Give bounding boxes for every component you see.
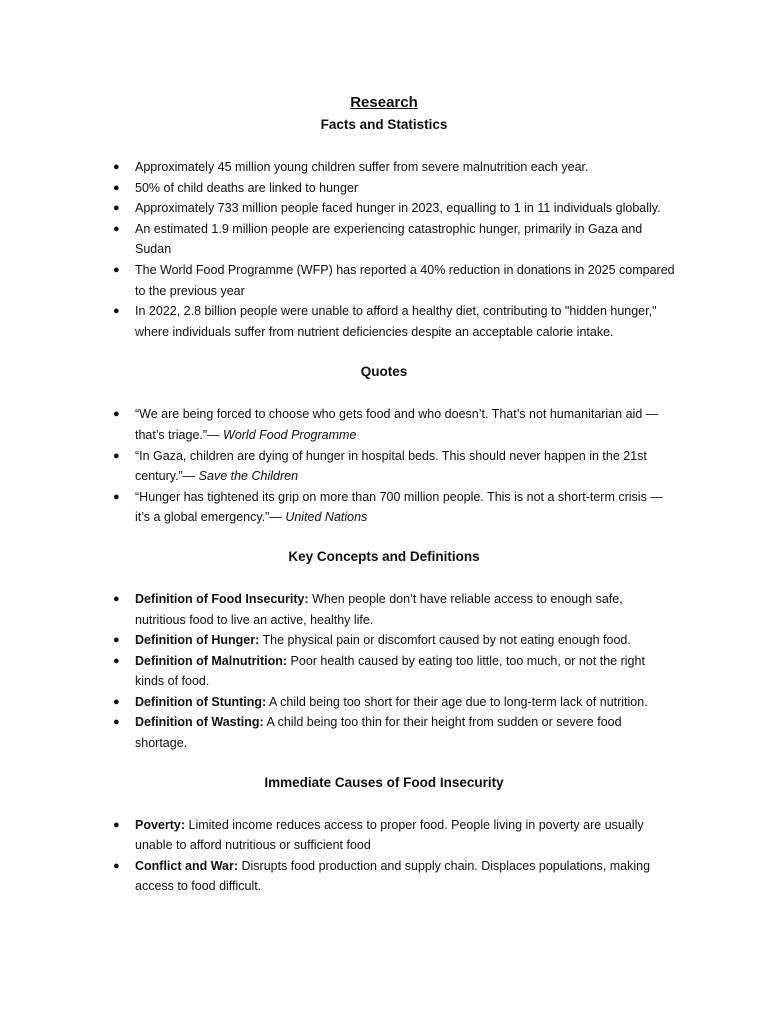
definition-text: When people don’t have reliable access to enough safe, nutritious food to live an active, healthy life. (135, 591, 623, 627)
list-item (0, 487, 768, 528)
bullet-icon: ● (113, 222, 120, 235)
quotes-list (0, 404, 768, 528)
bullet-icon: ● (113, 181, 120, 194)
list-item (0, 301, 768, 342)
definition-text: A child being too short for their age due to long-term lack of nutrition. (266, 694, 648, 709)
quotes-heading: Quotes (360, 364, 408, 380)
facts-heading: Facts and Statistics (320, 117, 448, 132)
causes-heading: Immediate Causes of Food Insecurity (264, 774, 504, 790)
facts-list (0, 157, 768, 342)
quote-text: “We are being forced to choose who gets food and who doesn’t. That’s not humanitarian aid — that’s triage.”— (135, 407, 659, 442)
fact-text: The World Food Programme (WFP) has reported a 40% reduction in donations in 2025 compared to the previous year (135, 262, 675, 298)
list-item (0, 815, 768, 856)
list-item (0, 856, 768, 897)
fact-text: In 2022, 2.8 billion people were unable to afford a healthy diet, contributing to "hidden hunger," where individuals suffer from nutrient deficiencies despite an acceptable calorie intake. (135, 304, 657, 339)
definition-term: Definition of Malnutrition: (135, 653, 288, 668)
bullet-icon: ● (113, 654, 120, 667)
list-item (0, 260, 768, 301)
quote-text: “In Gaza, children are dying of hunger in hospital beds. This should never happen in the 21st century.”— (135, 448, 647, 484)
list-item (0, 589, 768, 630)
list-item (0, 157, 768, 178)
bullet-icon: ● (113, 161, 120, 173)
quote-text: “Hunger has tightened its grip on more than 700 million people. This is not a short-term crisis — it’s a global emergency.”— (135, 489, 663, 525)
list-item (0, 178, 768, 199)
list-item (0, 404, 768, 445)
bullet-icon: ● (113, 818, 120, 831)
list-item (0, 630, 768, 651)
definition-term: Definition of Stunting: (135, 694, 267, 709)
bullet-icon: ● (113, 202, 120, 215)
page-title: Research (350, 94, 418, 111)
bullet-icon: ● (113, 859, 120, 872)
bullet-icon: ● (113, 408, 120, 421)
quote-source: World Food Programme (223, 427, 357, 442)
fact-text: An estimated 1.9 million people are experiencing catastrophic hunger, primarily in Gaza and Sudan (135, 221, 643, 257)
cause-term: Conflict and War: (135, 858, 239, 873)
bullet-icon: ● (113, 592, 120, 605)
list-item (0, 712, 768, 753)
definition-text: Poor health caused by eating too little, too much, or not the right kinds of food. (135, 653, 645, 689)
list-item (0, 198, 768, 219)
bullet-icon: ● (113, 490, 120, 503)
fact-text: Approximately 45 million young children suffer from severe malnutrition each year. (135, 160, 589, 174)
list-item (0, 446, 768, 487)
quote-source: Save the Children (198, 469, 299, 484)
definition-term: Definition of Wasting: (135, 715, 264, 730)
fact-text: 50% of child deaths are linked to hunger (135, 180, 359, 195)
list-item (0, 219, 768, 260)
quote-source: United Nations (285, 510, 368, 525)
bullet-icon: ● (113, 634, 120, 647)
cause-term: Poverty: (135, 817, 186, 832)
definition-text: A child being too thin for their height from sudden or severe food shortage. (135, 715, 622, 751)
definition-text: The physical pain or discomfort caused by not eating enough food. (259, 633, 631, 648)
cause-text: Disrupts food production and supply chain. Displaces populations, making access to food difficult. (135, 858, 651, 894)
bullet-icon: ● (113, 716, 120, 729)
bullet-icon: ● (113, 449, 120, 462)
concepts-list (0, 589, 768, 754)
bullet-icon: ● (113, 305, 120, 318)
definition-term: Definition of Food Insecurity: (135, 591, 309, 606)
list-item (0, 692, 768, 713)
cause-text: Limited income reduces access to proper food. People living in poverty are usually unable to afford nutritious or sufficient food (135, 817, 644, 853)
list-item (0, 651, 768, 692)
definition-term: Definition of Hunger: (135, 633, 260, 648)
bullet-icon: ● (113, 263, 120, 276)
causes-list (0, 815, 768, 897)
concepts-heading: Key Concepts and Definitions (288, 548, 480, 564)
fact-text: Approximately 733 million people faced hunger in 2023, equalling to 1 in 11 individuals globally. (135, 201, 661, 216)
bullet-icon: ● (113, 695, 120, 708)
